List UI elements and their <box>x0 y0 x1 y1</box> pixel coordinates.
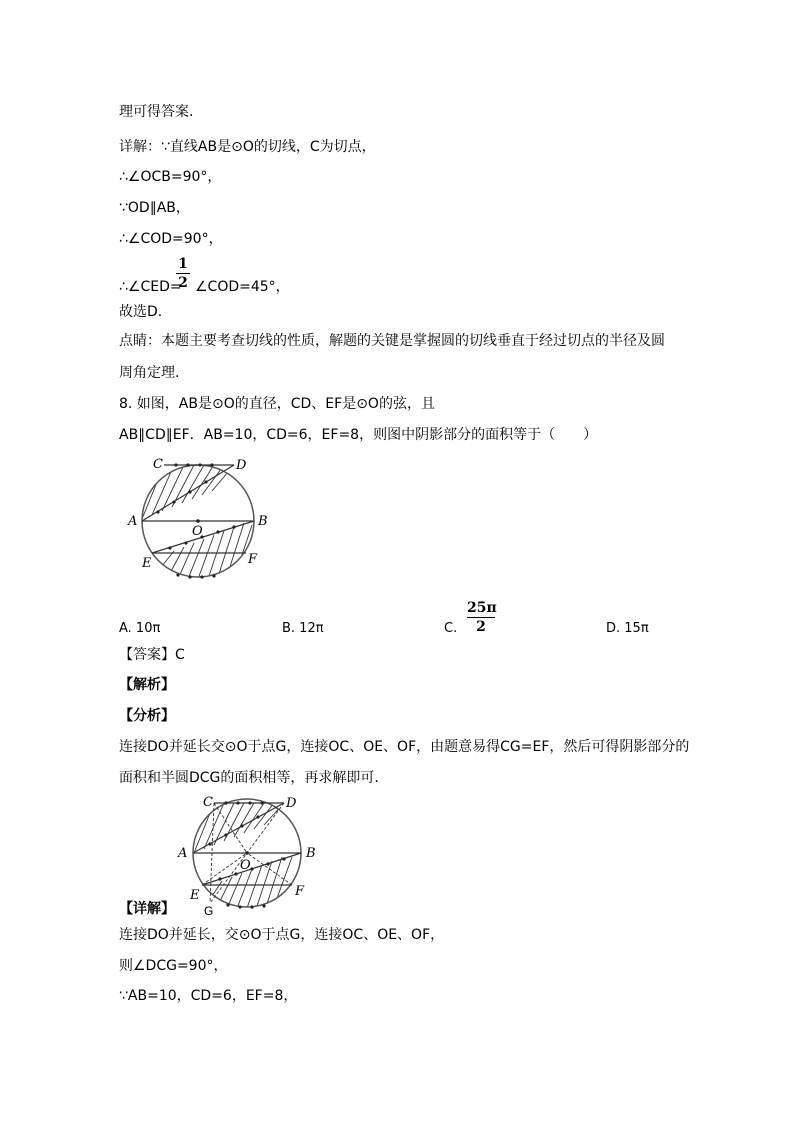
segment-ad-2 <box>193 803 284 853</box>
label-d: D <box>236 458 247 473</box>
fraction-denominator: 2 <box>178 275 188 291</box>
label-f: F <box>248 552 258 567</box>
fraction-denominator: 2 <box>476 619 486 635</box>
option-d: D. 15π <box>606 621 649 636</box>
text-line-8: 点睛：本题主要考查切线的性质，解题的关键是掌握圆的切线垂直于经过切点的半径及圆 <box>119 333 665 349</box>
detail-line-2: 则∠DCG=90°， <box>119 958 228 974</box>
label-g-2: G <box>204 904 214 918</box>
detail-line-3: ∵AB=10，CD=6，EF=8， <box>119 988 298 1004</box>
option-c-prefix: C. <box>444 621 458 636</box>
label-a: A <box>128 514 138 529</box>
label-b-2: B <box>306 846 316 861</box>
fraction-one-half <box>176 256 190 291</box>
text-line-6a: ∴∠CED= <box>119 279 182 295</box>
segment-ad <box>142 465 234 521</box>
figure-circle-solution <box>172 793 322 918</box>
text-line-4: ∵OD∥AB， <box>119 200 190 216</box>
fraction-numerator: 1 <box>178 256 188 272</box>
text-line-3: ∴∠OCB=90°， <box>119 169 222 185</box>
text-line-1: 理可得答案. <box>119 104 194 120</box>
question-8-title: 8. 如图，AB是⊙O的直径，CD、EF是⊙O的弦，且 <box>119 396 435 412</box>
text-line-5: ∴∠COD=90°， <box>119 231 223 247</box>
fraction-numerator: 25π <box>467 600 497 616</box>
fraction-bar <box>467 617 495 618</box>
section-xiangjie: 【详解】 <box>119 901 175 917</box>
section-jiexi: 【解析】 <box>119 677 175 693</box>
option-c-fraction <box>467 600 495 635</box>
label-c: C <box>153 457 163 472</box>
detail-line-1: 连接DO并延长，交⊙O于点G，连接OC、OE、OF， <box>119 927 445 943</box>
option-b: B. 12π <box>282 621 324 636</box>
label-d-2: D <box>286 796 297 811</box>
text-line-7: 故选D. <box>119 304 163 320</box>
label-o-2: O <box>240 858 251 873</box>
fraction-bar <box>176 273 190 274</box>
text-line-9: 周角定理. <box>119 365 180 381</box>
figure-circle-shaded <box>128 455 268 595</box>
answer-line: 【答案】C <box>119 647 185 663</box>
text-line-2: 详解：∵直线AB是⊙O的切线，C为切点， <box>119 139 376 155</box>
label-e-2: E <box>190 888 200 903</box>
text-line-6b: ∠COD=45°， <box>195 279 290 295</box>
label-f-2: F <box>295 884 305 899</box>
label-c-2: C <box>203 795 213 810</box>
label-e: E <box>142 556 152 571</box>
label-o: O <box>192 524 203 539</box>
analysis-line-2: 面积和半圆DCG的面积相等，再求解即可. <box>119 770 379 786</box>
analysis-line-1: 连接DO并延长交⊙O于点G，连接OC、OE、OF，由题意易得CG=EF，然后可得阴影部分的 <box>119 739 690 755</box>
section-fenxi: 【分析】 <box>119 708 175 724</box>
option-a: A. 10π <box>119 621 161 636</box>
question-8-condition: AB∥CD∥EF．AB=10，CD=6，EF=8，则图中阴影部分的面积等于（ ） <box>119 427 598 443</box>
label-a-2: A <box>178 846 188 861</box>
label-b: B <box>258 514 268 529</box>
